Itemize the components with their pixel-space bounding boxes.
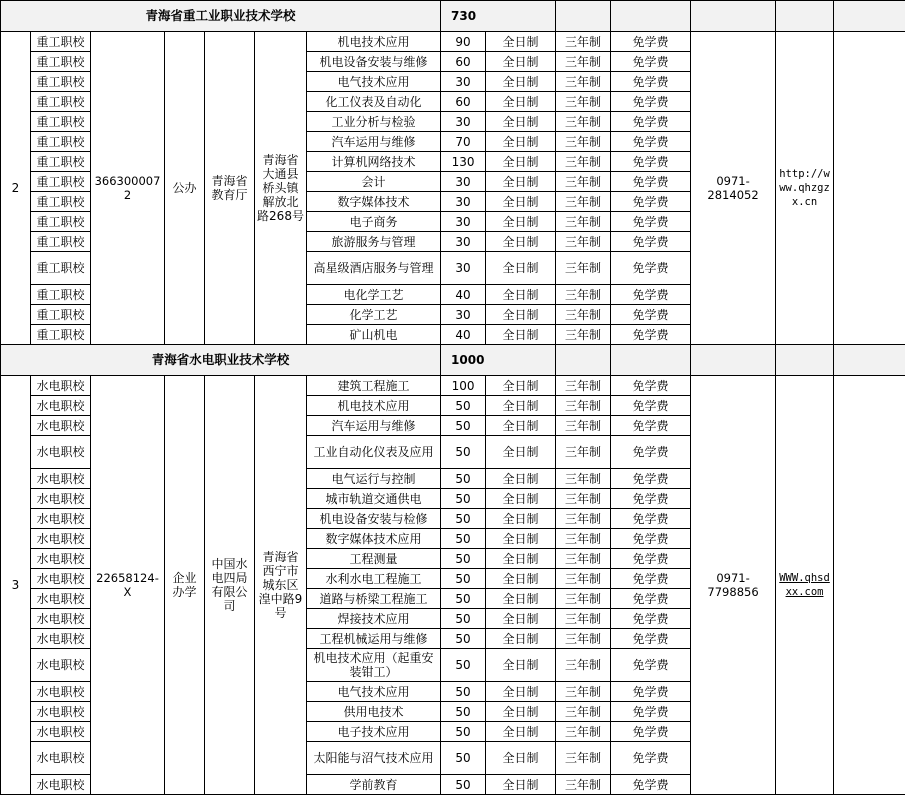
enrollment-count: 60 — [441, 92, 486, 112]
study-years: 三年制 — [556, 32, 611, 52]
enrollment-count: 50 — [441, 629, 486, 649]
tuition-fee: 免学费 — [611, 436, 691, 469]
enrollment-count: 30 — [441, 212, 486, 232]
major-name: 电子商务 — [307, 212, 441, 232]
enrollment-count: 50 — [441, 742, 486, 775]
school-header-row — [1, 1, 905, 32]
study-years: 三年制 — [556, 629, 611, 649]
header-empty-cell — [776, 345, 834, 376]
school-short-name: 重工职校 — [31, 285, 91, 305]
study-years: 三年制 — [556, 192, 611, 212]
tuition-fee: 免学费 — [611, 92, 691, 112]
study-years: 三年制 — [556, 722, 611, 742]
school-address: 青海省大通县桥头镇解放北路268号 — [255, 32, 307, 345]
school-short-name: 重工职校 — [31, 232, 91, 252]
tuition-fee: 免学费 — [611, 32, 691, 52]
tuition-fee: 免学费 — [611, 325, 691, 345]
tuition-fee: 免学费 — [611, 722, 691, 742]
study-mode: 全日制 — [486, 92, 556, 112]
empty-cell — [834, 376, 905, 795]
major-name: 机电技术应用 — [307, 396, 441, 416]
study-mode: 全日制 — [486, 192, 556, 212]
school-short-name: 重工职校 — [31, 305, 91, 325]
school-short-name: 水电职校 — [31, 609, 91, 629]
school-total-quota: 1000 — [441, 345, 556, 376]
tuition-fee: 免学费 — [611, 509, 691, 529]
study-years: 三年制 — [556, 92, 611, 112]
school-short-name: 重工职校 — [31, 32, 91, 52]
study-years: 三年制 — [556, 742, 611, 775]
major-name: 化学工艺 — [307, 305, 441, 325]
enrollment-count: 50 — [441, 396, 486, 416]
enrollment-count: 40 — [441, 325, 486, 345]
major-name: 化工仪表及自动化 — [307, 92, 441, 112]
enrollment-count: 50 — [441, 469, 486, 489]
study-years: 三年制 — [556, 469, 611, 489]
tuition-fee: 免学费 — [611, 112, 691, 132]
enrollment-count: 30 — [441, 72, 486, 92]
major-name: 机电设备安装与检修 — [307, 509, 441, 529]
study-years: 三年制 — [556, 489, 611, 509]
school-short-name: 水电职校 — [31, 775, 91, 795]
major-row — [1, 376, 905, 396]
major-name: 工业自动化仪表及应用 — [307, 436, 441, 469]
study-years: 三年制 — [556, 416, 611, 436]
major-name: 供用电技术 — [307, 702, 441, 722]
table-body — [1, 1, 905, 795]
enrollment-count: 70 — [441, 132, 486, 152]
study-years: 三年制 — [556, 396, 611, 416]
school-address: 青海省西宁市城东区湟中路9号 — [255, 376, 307, 795]
tuition-fee: 免学费 — [611, 252, 691, 285]
study-mode: 全日制 — [486, 305, 556, 325]
study-years: 三年制 — [556, 649, 611, 682]
major-name: 高星级酒店服务与管理 — [307, 252, 441, 285]
school-short-name: 重工职校 — [31, 325, 91, 345]
study-years: 三年制 — [556, 285, 611, 305]
major-name: 机电技术应用（起重安装钳工） — [307, 649, 441, 682]
header-empty-cell — [556, 345, 611, 376]
school-short-name: 水电职校 — [31, 649, 91, 682]
enrollment-count: 50 — [441, 436, 486, 469]
tuition-fee: 免学费 — [611, 305, 691, 325]
enrollment-count: 50 — [441, 416, 486, 436]
tuition-fee: 免学费 — [611, 172, 691, 192]
header-empty-cell — [611, 345, 691, 376]
major-name: 城市轨道交通供电 — [307, 489, 441, 509]
enrollment-count: 50 — [441, 649, 486, 682]
school-short-name: 水电职校 — [31, 376, 91, 396]
school-code: 22658124-X — [91, 376, 165, 795]
study-years: 三年制 — [556, 569, 611, 589]
enrollment-count: 50 — [441, 682, 486, 702]
tuition-fee: 免学费 — [611, 72, 691, 92]
study-years: 三年制 — [556, 549, 611, 569]
major-name: 建筑工程施工 — [307, 376, 441, 396]
study-years: 三年制 — [556, 436, 611, 469]
major-name: 矿山机电 — [307, 325, 441, 345]
school-short-name: 水电职校 — [31, 396, 91, 416]
study-mode: 全日制 — [486, 722, 556, 742]
major-name: 机电设备安装与维修 — [307, 52, 441, 72]
school-short-name: 水电职校 — [31, 702, 91, 722]
study-years: 三年制 — [556, 376, 611, 396]
tuition-fee: 免学费 — [611, 132, 691, 152]
tuition-fee: 免学费 — [611, 649, 691, 682]
enrollment-count: 50 — [441, 549, 486, 569]
study-years: 三年制 — [556, 252, 611, 285]
tuition-fee: 免学费 — [611, 529, 691, 549]
study-mode: 全日制 — [486, 775, 556, 795]
enrollment-count: 50 — [441, 775, 486, 795]
tuition-fee: 免学费 — [611, 396, 691, 416]
tuition-fee: 免学费 — [611, 549, 691, 569]
school-short-name: 重工职校 — [31, 132, 91, 152]
school-short-name: 水电职校 — [31, 549, 91, 569]
study-mode: 全日制 — [486, 649, 556, 682]
study-mode: 全日制 — [486, 32, 556, 52]
header-empty-cell — [691, 345, 776, 376]
tuition-fee: 免学费 — [611, 416, 691, 436]
school-short-name: 水电职校 — [31, 629, 91, 649]
school-short-name: 水电职校 — [31, 489, 91, 509]
study-mode: 全日制 — [486, 589, 556, 609]
header-empty-cell — [834, 345, 905, 376]
school-short-name: 水电职校 — [31, 742, 91, 775]
enrollment-count: 50 — [441, 702, 486, 722]
tuition-fee: 免学费 — [611, 629, 691, 649]
study-mode: 全日制 — [486, 232, 556, 252]
study-years: 三年制 — [556, 72, 611, 92]
school-short-name: 重工职校 — [31, 192, 91, 212]
school-type: 企业办学 — [165, 376, 205, 795]
major-name: 道路与桥梁工程施工 — [307, 589, 441, 609]
study-years: 三年制 — [556, 172, 611, 192]
tuition-fee: 免学费 — [611, 469, 691, 489]
school-short-name: 重工职校 — [31, 112, 91, 132]
study-mode: 全日制 — [486, 325, 556, 345]
enrollment-count: 30 — [441, 172, 486, 192]
study-years: 三年制 — [556, 112, 611, 132]
school-short-name: 水电职校 — [31, 509, 91, 529]
school-type: 公办 — [165, 32, 205, 345]
tuition-fee: 免学费 — [611, 376, 691, 396]
study-years: 三年制 — [556, 132, 611, 152]
study-years: 三年制 — [556, 775, 611, 795]
tuition-fee: 免学费 — [611, 569, 691, 589]
empty-cell — [834, 32, 905, 345]
study-mode: 全日制 — [486, 416, 556, 436]
major-name: 电子技术应用 — [307, 722, 441, 742]
study-years: 三年制 — [556, 529, 611, 549]
school-header-title: 青海省重工业职业技术学校 — [1, 1, 441, 32]
tuition-fee: 免学费 — [611, 775, 691, 795]
study-mode: 全日制 — [486, 569, 556, 589]
enrollment-count: 50 — [441, 489, 486, 509]
study-mode: 全日制 — [486, 629, 556, 649]
study-years: 三年制 — [556, 212, 611, 232]
school-short-name: 水电职校 — [31, 436, 91, 469]
study-mode: 全日制 — [486, 376, 556, 396]
study-mode: 全日制 — [486, 112, 556, 132]
study-mode: 全日制 — [486, 212, 556, 232]
enrollment-count: 30 — [441, 112, 486, 132]
enrollment-count: 30 — [441, 192, 486, 212]
study-years: 三年制 — [556, 702, 611, 722]
school-short-name: 重工职校 — [31, 172, 91, 192]
school-short-name: 重工职校 — [31, 212, 91, 232]
major-name: 工业分析与检验 — [307, 112, 441, 132]
major-name: 汽车运用与维修 — [307, 132, 441, 152]
header-empty-cell — [611, 1, 691, 32]
major-name: 焊接技术应用 — [307, 609, 441, 629]
school-short-name: 水电职校 — [31, 682, 91, 702]
header-empty-cell — [691, 1, 776, 32]
school-short-name: 水电职校 — [31, 416, 91, 436]
major-name: 电气技术应用 — [307, 72, 441, 92]
major-name: 数字媒体技术 — [307, 192, 441, 212]
enrollment-count: 50 — [441, 722, 486, 742]
major-name: 电化学工艺 — [307, 285, 441, 305]
study-mode: 全日制 — [486, 702, 556, 722]
study-mode: 全日制 — [486, 252, 556, 285]
study-years: 三年制 — [556, 589, 611, 609]
study-mode: 全日制 — [486, 609, 556, 629]
enrollment-count: 30 — [441, 232, 486, 252]
tuition-fee: 免学费 — [611, 212, 691, 232]
major-name: 工程机械运用与维修 — [307, 629, 441, 649]
major-name: 数字媒体技术应用 — [307, 529, 441, 549]
school-short-name: 重工职校 — [31, 252, 91, 285]
study-mode: 全日制 — [486, 529, 556, 549]
header-empty-cell — [556, 1, 611, 32]
tuition-fee: 免学费 — [611, 589, 691, 609]
school-short-name: 水电职校 — [31, 569, 91, 589]
enrollment-count: 30 — [441, 305, 486, 325]
row-index: 3 — [1, 376, 31, 795]
tuition-fee: 免学费 — [611, 52, 691, 72]
major-name: 会计 — [307, 172, 441, 192]
school-short-name: 水电职校 — [31, 589, 91, 609]
enrollment-count: 50 — [441, 589, 486, 609]
header-empty-cell — [834, 1, 905, 32]
school-short-name: 重工职校 — [31, 52, 91, 72]
study-years: 三年制 — [556, 152, 611, 172]
study-years: 三年制 — [556, 52, 611, 72]
school-header-row — [1, 345, 905, 376]
school-website-link[interactable]: http://www.qhzgzx.cn — [776, 32, 834, 345]
school-total-quota: 730 — [441, 1, 556, 32]
header-empty-cell — [776, 1, 834, 32]
enrollment-count: 50 — [441, 509, 486, 529]
study-mode: 全日制 — [486, 152, 556, 172]
major-name: 太阳能与沼气技术应用 — [307, 742, 441, 775]
major-name: 计算机网络技术 — [307, 152, 441, 172]
study-mode: 全日制 — [486, 509, 556, 529]
tuition-fee: 免学费 — [611, 232, 691, 252]
study-mode: 全日制 — [486, 132, 556, 152]
row-index: 2 — [1, 32, 31, 345]
study-years: 三年制 — [556, 509, 611, 529]
major-name: 汽车运用与维修 — [307, 416, 441, 436]
contact-phone: 0971-7798856 — [691, 376, 776, 795]
school-short-name: 水电职校 — [31, 529, 91, 549]
study-years: 三年制 — [556, 305, 611, 325]
enrollment-count: 90 — [441, 32, 486, 52]
enrollment-count: 130 — [441, 152, 486, 172]
school-short-name: 重工职校 — [31, 92, 91, 112]
tuition-fee: 免学费 — [611, 489, 691, 509]
study-mode: 全日制 — [486, 172, 556, 192]
school-short-name: 重工职校 — [31, 152, 91, 172]
school-authority: 青海省教育厅 — [205, 32, 255, 345]
tuition-fee: 免学费 — [611, 682, 691, 702]
tuition-fee: 免学费 — [611, 192, 691, 212]
tuition-fee: 免学费 — [611, 152, 691, 172]
study-mode: 全日制 — [486, 396, 556, 416]
major-name: 机电技术应用 — [307, 32, 441, 52]
enrollment-count: 50 — [441, 569, 486, 589]
school-short-name: 重工职校 — [31, 72, 91, 92]
study-mode: 全日制 — [486, 489, 556, 509]
study-mode: 全日制 — [486, 285, 556, 305]
study-years: 三年制 — [556, 325, 611, 345]
contact-phone: 0971-2814052 — [691, 32, 776, 345]
study-mode: 全日制 — [486, 436, 556, 469]
school-code: 3663000072 — [91, 32, 165, 345]
school-website-link[interactable]: WWW.qhsdxx.com — [776, 376, 834, 795]
enrollment-count: 100 — [441, 376, 486, 396]
school-authority: 中国水电四局有限公司 — [205, 376, 255, 795]
school-header-title: 青海省水电职业技术学校 — [1, 345, 441, 376]
tuition-fee: 免学费 — [611, 742, 691, 775]
tuition-fee: 免学费 — [611, 702, 691, 722]
study-years: 三年制 — [556, 682, 611, 702]
enrollment-count: 40 — [441, 285, 486, 305]
study-mode: 全日制 — [486, 72, 556, 92]
major-row — [1, 32, 905, 52]
study-years: 三年制 — [556, 232, 611, 252]
major-name: 学前教育 — [307, 775, 441, 795]
major-name: 电气运行与控制 — [307, 469, 441, 489]
study-mode: 全日制 — [486, 742, 556, 775]
tuition-fee: 免学费 — [611, 285, 691, 305]
tuition-fee: 免学费 — [611, 609, 691, 629]
study-mode: 全日制 — [486, 52, 556, 72]
study-mode: 全日制 — [486, 682, 556, 702]
study-mode: 全日制 — [486, 469, 556, 489]
school-short-name: 水电职校 — [31, 722, 91, 742]
enrollment-count: 50 — [441, 529, 486, 549]
major-name: 水利水电工程施工 — [307, 569, 441, 589]
major-name: 工程测量 — [307, 549, 441, 569]
school-short-name: 水电职校 — [31, 469, 91, 489]
enrollment-count: 60 — [441, 52, 486, 72]
study-years: 三年制 — [556, 609, 611, 629]
major-name: 旅游服务与管理 — [307, 232, 441, 252]
enrollment-count: 50 — [441, 609, 486, 629]
major-name: 电气技术应用 — [307, 682, 441, 702]
enrollment-count: 30 — [441, 252, 486, 285]
study-mode: 全日制 — [486, 549, 556, 569]
